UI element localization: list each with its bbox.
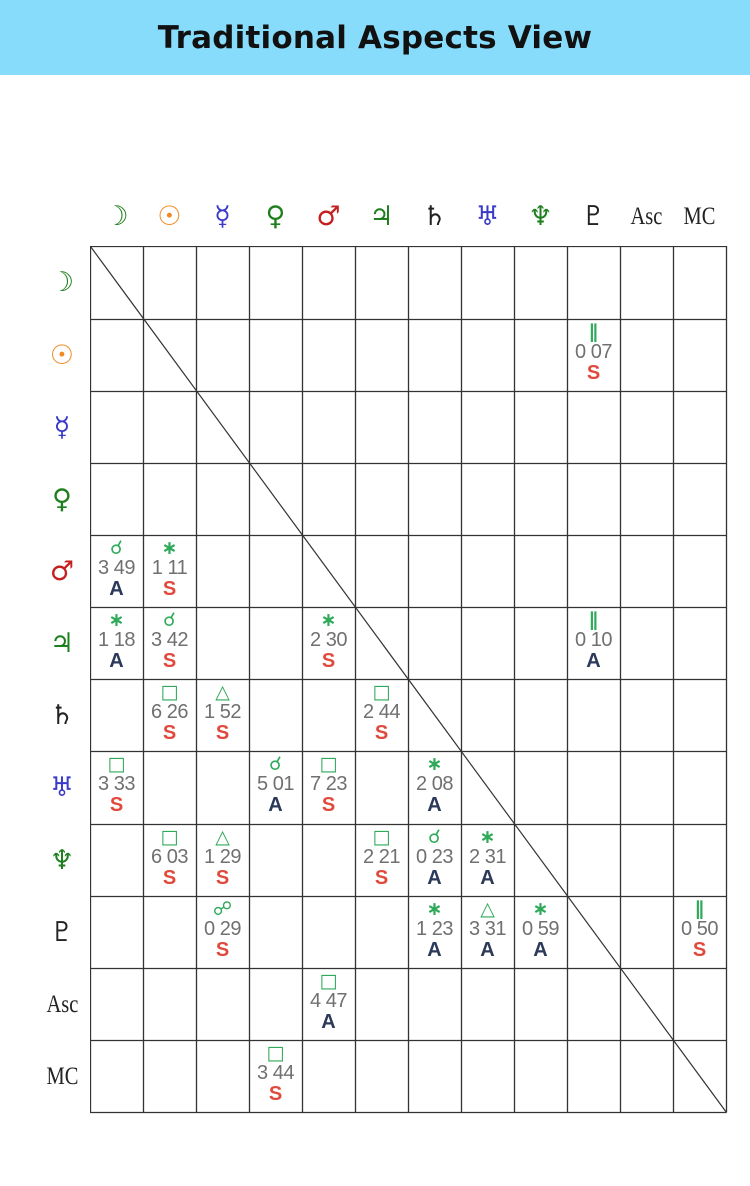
aspect-cell[interactable] [143, 828, 196, 888]
aspect-state: S [692, 939, 707, 961]
moon-icon: ☽ [49, 267, 75, 298]
pluto-icon: ♇ [581, 200, 606, 232]
aspect-state: A [586, 650, 601, 672]
row-header-jupiter [40, 607, 84, 679]
mars-icon: ♂ [316, 200, 341, 232]
aspect-orb: 4 47 [310, 990, 347, 1012]
column-header-moon [91, 196, 143, 236]
aspect-orb: 0 59 [522, 918, 559, 940]
uranus-icon: ♅ [49, 772, 75, 803]
aspect-state: A [109, 650, 124, 672]
aspect-state: A [480, 867, 495, 889]
aspect-state: S [215, 867, 230, 889]
mercury-icon: ☿ [214, 200, 231, 232]
aspect-orb: 2 08 [416, 773, 453, 795]
row-header-neptune [40, 824, 84, 896]
column-header-venus [250, 196, 302, 236]
mars-icon: ♂ [49, 555, 75, 587]
aspect-orb: 3 42 [151, 629, 188, 651]
jupiter-icon: ♃ [369, 200, 394, 232]
conjunction-icon: ☌ [163, 609, 176, 631]
aspect-orb: 1 23 [416, 918, 453, 940]
saturn-icon: ♄ [49, 699, 75, 731]
neptune-icon: ♆ [49, 844, 75, 876]
row-header-mc [40, 1040, 84, 1112]
sextile-icon: ∗ [479, 826, 496, 848]
aspect-orb: 3 49 [98, 557, 135, 579]
aspect-cell[interactable] [302, 755, 355, 815]
aspect-state: A [268, 794, 283, 816]
aspect-orb: 0 29 [204, 918, 241, 940]
aspect-state: S [268, 1083, 283, 1105]
aspect-state: A [533, 939, 548, 961]
grid-lines [90, 246, 730, 1116]
aspect-orb: 6 26 [151, 701, 188, 723]
aspect-state: S [162, 722, 177, 744]
aspect-orb: 1 11 [151, 557, 188, 579]
aspect-orb: 0 07 [575, 341, 612, 363]
aspect-cell[interactable] [673, 900, 726, 960]
trine-icon: △ [480, 898, 495, 920]
aspect-cell[interactable] [514, 900, 567, 960]
aspect-orb: 5 01 [257, 773, 294, 795]
column-header-uranus [462, 196, 514, 236]
aspect-state: S [162, 578, 177, 600]
aspect-state: A [321, 1011, 336, 1033]
venus-icon: ♀ [265, 200, 286, 232]
row-header-venus [40, 463, 84, 535]
column-header-saturn [409, 196, 461, 236]
column-label-mc: MC [683, 202, 716, 230]
column-header-mercury [197, 196, 249, 236]
aspect-cell[interactable] [143, 683, 196, 743]
row-header-mercury [40, 391, 84, 463]
jupiter-icon: ♃ [49, 627, 75, 659]
row-label-mc: MC [46, 1062, 78, 1090]
aspect-cell[interactable] [355, 683, 408, 743]
row-header-saturn [40, 679, 84, 751]
sextile-icon: ∗ [426, 753, 443, 775]
row-header-moon [40, 247, 84, 319]
aspect-cell[interactable] [408, 755, 461, 815]
square-icon: □ [266, 1042, 285, 1064]
aspect-cell[interactable] [90, 539, 143, 599]
sextile-icon: ∗ [161, 537, 178, 559]
aspect-state: S [162, 867, 177, 889]
row-header-sun [40, 319, 84, 391]
square-icon: □ [319, 970, 338, 992]
aspect-orb: 3 44 [257, 1062, 294, 1084]
column-header-asc [621, 196, 673, 236]
aspect-state: S [162, 650, 177, 672]
column-header-mc [674, 196, 726, 236]
neptune-icon: ♆ [528, 200, 553, 232]
column-label-asc: Asc [630, 202, 663, 230]
aspect-state: A [480, 939, 495, 961]
square-icon: □ [160, 826, 179, 848]
aspect-orb: 1 18 [98, 629, 135, 651]
venus-icon: ♀ [52, 483, 72, 515]
title-bar [0, 0, 750, 75]
aspect-state: S [586, 362, 601, 384]
aspect-state: S [374, 722, 389, 744]
aspect-cell[interactable] [90, 611, 143, 671]
row-header-pluto [40, 896, 84, 968]
parallel-icon: ∥ [588, 609, 599, 631]
aspect-state: S [374, 867, 389, 889]
aspect-state: A [427, 794, 442, 816]
row-header-uranus [40, 752, 84, 824]
uranus-icon: ♅ [475, 200, 500, 232]
parallel-icon: ∥ [694, 898, 705, 920]
aspect-orb: 2 31 [469, 846, 506, 868]
column-header-neptune [515, 196, 567, 236]
aspect-cell[interactable] [302, 972, 355, 1032]
column-header-jupiter [356, 196, 408, 236]
aspect-cell[interactable] [143, 539, 196, 599]
aspect-orb: 0 23 [416, 846, 453, 868]
aspect-cell[interactable] [196, 900, 249, 960]
aspect-cell[interactable] [461, 828, 514, 888]
aspect-cell[interactable] [567, 323, 620, 383]
aspect-orb: 0 10 [575, 629, 612, 651]
aspect-cell[interactable] [567, 611, 620, 671]
aspect-state: S [321, 794, 336, 816]
conjunction-icon: ☌ [110, 537, 123, 559]
sextile-icon: ∗ [426, 898, 443, 920]
sextile-icon: ∗ [108, 609, 125, 631]
aspect-cell[interactable] [143, 611, 196, 671]
aspect-cell[interactable] [249, 755, 302, 815]
aspect-orb: 0 50 [681, 918, 718, 940]
saturn-icon: ♄ [422, 200, 447, 232]
square-icon: □ [319, 753, 338, 775]
sun-icon: ☉ [157, 200, 182, 232]
trine-icon: △ [215, 681, 230, 703]
page-title: Traditional Aspects View [157, 19, 593, 56]
aspect-cell[interactable] [461, 900, 514, 960]
row-header-asc [40, 968, 84, 1040]
aspect-cell[interactable] [196, 828, 249, 888]
sextile-icon: ∗ [320, 609, 337, 631]
aspect-state: A [109, 578, 124, 600]
aspect-cell[interactable] [249, 1044, 302, 1104]
column-header-mars [303, 196, 355, 236]
aspect-state: S [215, 722, 230, 744]
moon-icon: ☽ [104, 200, 129, 232]
trine-icon: △ [215, 826, 230, 848]
conjunction-icon: ☌ [428, 826, 441, 848]
aspect-cell[interactable] [90, 755, 143, 815]
row-label-asc: Asc [46, 990, 78, 1018]
aspect-state: A [427, 867, 442, 889]
square-icon: □ [372, 681, 391, 703]
aspect-orb: 3 33 [98, 773, 135, 795]
aspect-orb: 7 23 [310, 773, 347, 795]
pluto-icon: ♇ [49, 916, 75, 948]
column-header-sun [144, 196, 196, 236]
aspect-grid [90, 246, 727, 1113]
aspect-state: S [321, 650, 336, 672]
aspect-orb: 1 29 [204, 846, 241, 868]
row-header-mars [40, 535, 84, 607]
aspect-state: S [109, 794, 124, 816]
parallel-icon: ∥ [588, 321, 599, 343]
aspect-state: A [427, 939, 442, 961]
conjunction-icon: ☌ [269, 753, 282, 775]
aspect-cell[interactable] [355, 828, 408, 888]
aspect-cell[interactable] [302, 611, 355, 671]
aspect-state: S [215, 939, 230, 961]
square-icon: □ [372, 826, 391, 848]
aspect-cell[interactable] [408, 900, 461, 960]
aspect-orb: 3 31 [469, 918, 506, 940]
aspect-orb: 2 30 [310, 629, 347, 651]
aspect-orb: 1 52 [204, 701, 241, 723]
aspect-orb: 2 44 [363, 701, 400, 723]
aspect-orb: 2 21 [363, 846, 400, 868]
opposition-icon: ☍ [212, 898, 233, 920]
aspect-cell[interactable] [196, 683, 249, 743]
sextile-icon: ∗ [532, 898, 549, 920]
square-icon: □ [160, 681, 179, 703]
mercury-icon: ☿ [53, 411, 71, 443]
column-header-pluto [568, 196, 620, 236]
aspect-cell[interactable] [408, 828, 461, 888]
aspect-orb: 6 03 [151, 846, 188, 868]
sun-icon: ☉ [49, 339, 75, 371]
square-icon: □ [107, 753, 126, 775]
